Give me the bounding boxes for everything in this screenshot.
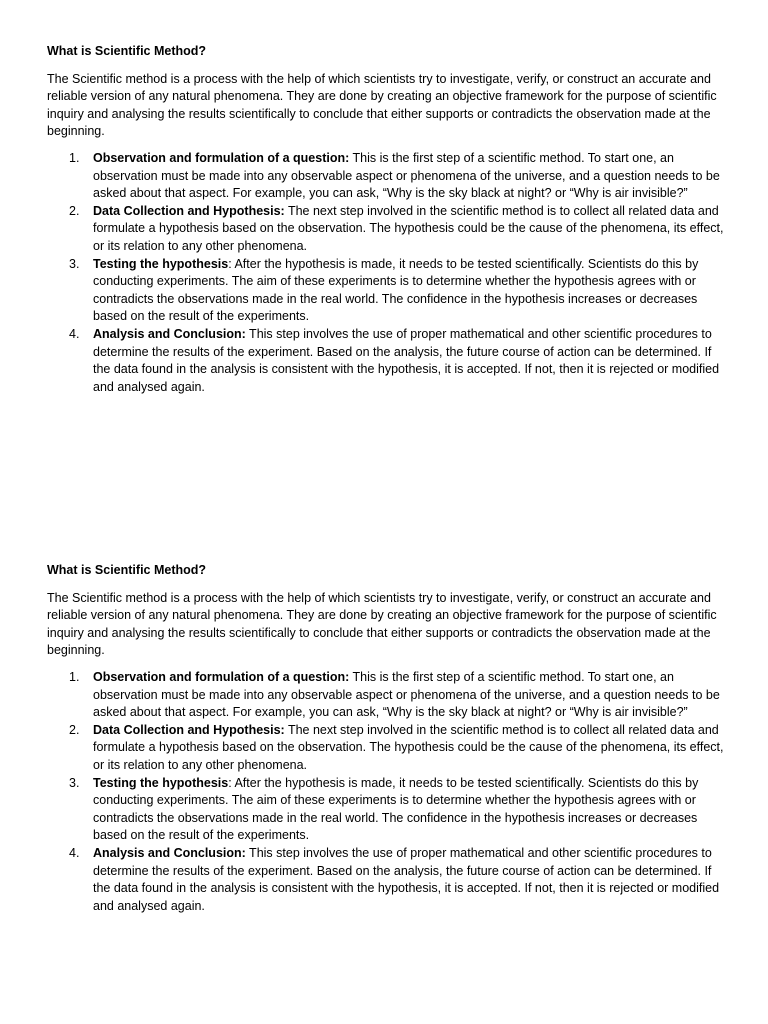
list-item (47, 203, 727, 256)
list-item-text: This step involves the use of proper mathematical and other scientific procedures to determine the results of the experiment. Based on the analysis, the future course of action can be determined. If the data found in the analysis is consistent with the hypothesis, it is accepted. If not, then it is rejected or modified and analysed again. (93, 845, 720, 913)
list-item-number: 4. (69, 326, 80, 341)
list-item (47, 722, 727, 775)
list-item (47, 775, 727, 845)
list-item-number: 1. (69, 669, 80, 684)
list-item-text: This is the first step of a scientific method. To start one, an observation must be made into any observable aspect or phenomena of the universe, and a question needs to be asked about that aspect. For example, you can ask, “Why is the sky black at night? or “Why is air invisible?” (93, 150, 720, 201)
list-item-title: Observation and formulation of a question: (93, 669, 350, 684)
list-item-title: Data Collection and Hypothesis: (93, 203, 285, 218)
list-item-text: This step involves the use of proper mathematical and other scientific procedures to determine the results of the experiment. Based on the analysis, the future course of action can be determined. If the data found in the analysis is consistent with the hypothesis, it is accepted. If not, then it is rejected or modified and analysed again. (93, 326, 720, 394)
document-section-1 (47, 43, 727, 396)
list-item (47, 150, 727, 203)
list-item-text: This is the first step of a scientific method. To start one, an observation must be made into any observable aspect or phenomena of the universe, and a question needs to be asked about that aspect. For example, you can ask, “Why is the sky black at night? or “Why is air invisible?” (93, 669, 720, 720)
steps-list (47, 150, 727, 396)
list-item-text: The next step involved in the scientific method is to collect all related data and formulate a hypothesis based on the observation. The hypothesis could be the cause of the phenomena, its effect, or its relation to any other phenomena. (93, 722, 724, 772)
section-heading: What is Scientific Method? (47, 563, 207, 577)
intro-paragraph: The Scientific method is a process with the help of which scientists try to investigate, verify, or construct an accurate and reliable version of any natural phenomena. They are done by creating an objective framework for the purpose of scientific inquiry and analysing the results scientifically to conclude that either supports or contradicts the observation made at the beginning. (47, 590, 717, 658)
list-item (47, 256, 727, 326)
steps-list (47, 669, 727, 915)
list-item-title: Data Collection and Hypothesis: (93, 722, 285, 737)
section-heading: What is Scientific Method? (47, 44, 207, 58)
list-item-number: 2. (69, 722, 80, 737)
list-item-number: 3. (69, 775, 80, 790)
list-item (47, 669, 727, 722)
list-item-title: Analysis and Conclusion: (93, 326, 246, 341)
document-section-2 (47, 562, 727, 915)
list-item-title: Analysis and Conclusion: (93, 845, 246, 860)
intro-paragraph: The Scientific method is a process with the help of which scientists try to investigate, verify, or construct an accurate and reliable version of any natural phenomena. They are done by creating an objective framework for the purpose of scientific inquiry and analysing the results scientifically to conclude that either supports or contradicts the observation made at the beginning. (47, 71, 717, 139)
list-item-number: 4. (69, 845, 80, 860)
list-item-text: : After the hypothesis is made, it needs to be tested scientifically. Scientists do this by conducting experiments. The aim of these experiments is to determine whether the hypothesis agrees with or contradicts the observations made in the real world. The confidence in the hypothesis increases or decreases based on the result of the experiments. (93, 775, 699, 843)
list-item (47, 845, 727, 915)
list-item-number: 1. (69, 150, 80, 165)
list-item-title: Observation and formulation of a question: (93, 150, 350, 165)
list-item-text: The next step involved in the scientific method is to collect all related data and formulate a hypothesis based on the observation. The hypothesis could be the cause of the phenomena, its effect, or its relation to any other phenomena. (93, 203, 724, 253)
list-item-number: 2. (69, 203, 80, 218)
list-item-title: Testing the hypothesis (93, 775, 229, 790)
list-item-text: : After the hypothesis is made, it needs to be tested scientifically. Scientists do this by conducting experiments. The aim of these experiments is to determine whether the hypothesis agrees with or contradicts the observations made in the real world. The confidence in the hypothesis increases or decreases based on the result of the experiments. (93, 256, 699, 324)
list-item (47, 326, 727, 396)
list-item-title: Testing the hypothesis (93, 256, 229, 271)
list-item-number: 3. (69, 256, 80, 271)
